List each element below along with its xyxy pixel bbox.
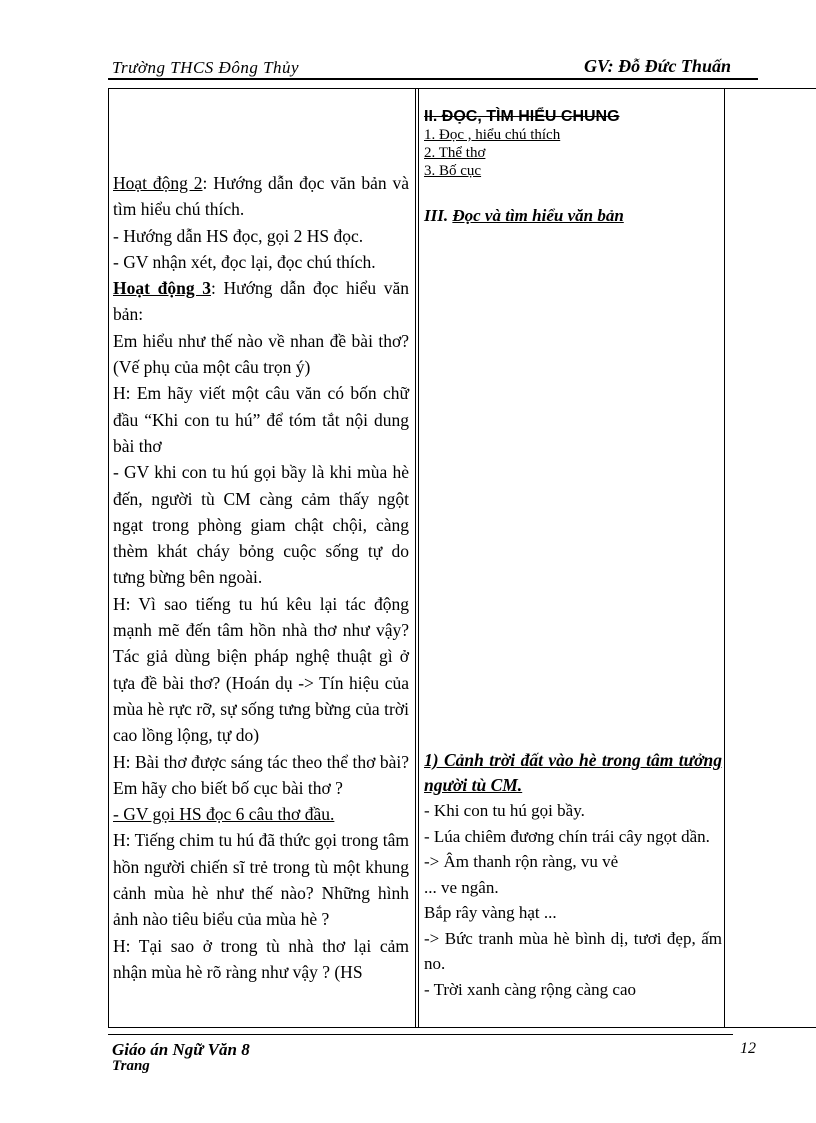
- content-line: - Lúa chiêm đương chín trái cây ngọt dần.: [424, 826, 710, 846]
- content-line: - Khi con tu hú gọi bầy.: [424, 801, 585, 820]
- content-line: ... ve ngân.: [424, 877, 499, 897]
- activity-3-label: Hoạt động 3: [113, 278, 211, 299]
- list-item: 1. Đọc , hiểu chú thích: [424, 127, 561, 143]
- list-item: 2. Thể thơ: [424, 145, 486, 161]
- table-divider-2: [418, 88, 419, 1028]
- content-line: Bắp rây vàng hạt ...: [424, 903, 557, 922]
- section-2-title: II. ĐỌC, TÌM HIỂU CHUNG: [424, 108, 620, 125]
- content-line: -> Bức tranh mùa hè bình dị, tươi đẹp, ấm no.: [424, 928, 722, 973]
- table-divider-1: [415, 88, 416, 1028]
- page-number: 12: [740, 1040, 756, 1057]
- header-teacher: GV: Đỗ Đức Thuấn: [584, 56, 731, 76]
- part-1-body: [424, 798, 722, 1002]
- paragraph: Em hiểu như thế nào về nhan đề bài thơ? (Vế phụ của một câu trọn ý): [113, 330, 409, 378]
- paragraph: H: Em hãy viết một câu văn có bốn chữ đầu “Khi con tu hú” để tóm tắt nội dung bài thơ: [113, 383, 409, 456]
- content-line: -> Âm thanh rộn ràng, vu vẻ: [424, 852, 619, 871]
- paragraph: H: Tại sao ở trong tù nhà thơ lại cảm nhận mùa hè rõ ràng như vậy ? (HS: [113, 935, 409, 982]
- paragraph: - GV nhận xét, đọc lại, đọc chú thích.: [113, 251, 376, 272]
- header-school: Trường THCS Đông Thủy: [112, 58, 300, 77]
- activity-2: Hoạt động 2: Hướng dẫn đọc văn bản và tìm hiểu chú thích.: [113, 173, 409, 220]
- header-rule: [108, 78, 758, 80]
- activities-column: [113, 170, 409, 985]
- activity-3: Hoạt động 3: Hướng dẫn đọc hiểu văn bản:: [113, 278, 410, 325]
- footer-page-label: Trang: [112, 1058, 150, 1074]
- paragraph: - Hướng dẫn HS đọc, gọi 2 HS đọc.: [113, 225, 364, 246]
- paragraph: - GV gọi HS đọc 6 câu thơ đầu.: [113, 804, 335, 825]
- paragraph: H: Bài thơ được sáng tác theo thể thơ bài? Em hãy cho biết bố cục bài thơ ?: [113, 751, 409, 798]
- paragraph: - GV khi con tu hú gọi bầy là khi mùa hè đến, người tù CM càng cảm thấy ngột ngạt trong phòng giam chật chội, càng thèm khát cháy bỏng cuộc sống tự do tưng bừng bên ngoài.: [113, 462, 409, 588]
- paragraph: H: Tiếng chim tu hú đã thức gọi trong tâm hồn người chiến sĩ trẻ trong tù một khung cảnh mùa hè như thế nào? Những hình ảnh nào tiêu biểu của mùa hè ?: [113, 830, 409, 930]
- paragraph: H: Vì sao tiếng tu hú kêu lại tác động mạnh mẽ đến tâm hồn nhà thơ như vậy? Tác giả dùng biện pháp nghệ thuật gì ở tựa đề bài thơ? (Hoán dụ -> Tín hiệu của mùa hè rực rỡ, sự sống tưng bừng của trời cao lồng lộng, tự do): [113, 593, 409, 746]
- content-line: - Trời xanh càng rộng càng cao: [424, 979, 636, 999]
- section-3-title: III. Đọc và tìm hiểu văn bản: [424, 206, 624, 225]
- list-item: 3. Bố cục: [424, 163, 482, 179]
- footer-subject: Giáo án Ngữ Văn 8: [112, 1040, 250, 1059]
- footer-rule: [108, 1034, 733, 1035]
- activity-2-label: Hoạt động 2: [113, 173, 203, 193]
- table-divider-3: [724, 88, 725, 1028]
- part-1-title: 1) Cảnh trời đất vào hè trong tâm tưởng người tù CM.: [424, 750, 722, 795]
- section-2-list: [424, 126, 560, 180]
